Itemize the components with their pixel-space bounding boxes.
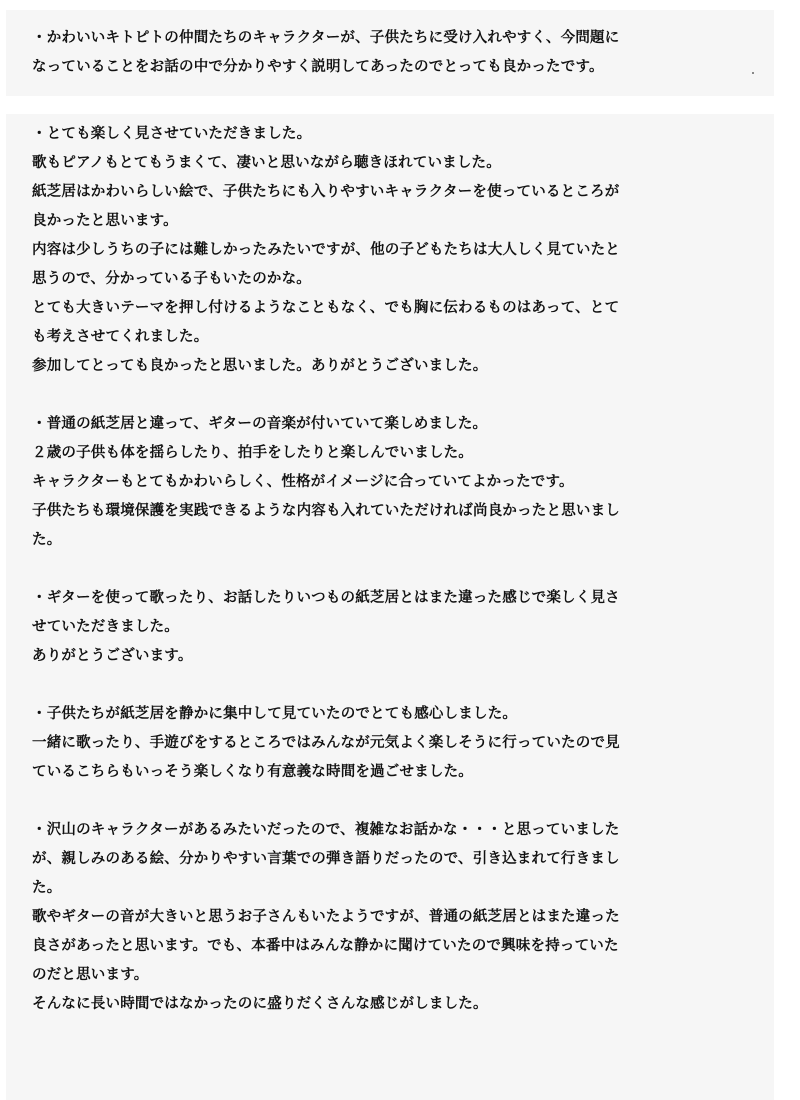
comment-line: そんなに長い時間ではなかったのに盛りだくさんな感じがしました。 — [32, 996, 488, 1012]
comment-panel-main — [6, 114, 774, 1100]
comment-line: が、親しみのある絵、分かりやすい言葉での弾き語りだったので、引き込まれて行きまし — [32, 851, 620, 867]
comment-line: 参加してとっても良かったと思いました。ありがとうございました。 — [32, 358, 488, 374]
comment-line: せていただきました。 — [32, 619, 179, 635]
comment-line: 思うので、分かっている子もいたのかな。 — [32, 271, 312, 287]
comment-line: ・とても楽しく見させていただきました。 — [32, 126, 312, 142]
comment-line: 良かったと思います。 — [32, 213, 178, 229]
comment-line: ありがとうございます。 — [32, 648, 193, 664]
comment-line: 内容は少しうちの子には難しかったみたいですが、他の子どもたちは大人しく見ていたと — [32, 242, 620, 258]
paragraph-gap — [32, 555, 774, 584]
comment-line: 子供たちも環境保護を実践できるような内容も入れていただければ尚良かったと思いまし — [32, 503, 620, 519]
comment-line: ているこちらもいっそう楽しくなり有意義な時間を過ごせました。 — [32, 764, 473, 780]
comment-line: 紙芝居はかわいらしい絵で、子供たちにも入りやすいキャラクターを使っているところが — [32, 184, 620, 200]
comment-line: 良さがあったと思います。でも、本番中はみんな静かに聞けていたので興味を持っていた — [32, 938, 619, 954]
paragraph-gap — [32, 671, 774, 700]
scan-speck — [752, 72, 754, 74]
comment-line: のだと思います。 — [32, 967, 149, 983]
paragraph-gap — [32, 381, 774, 410]
comment-line: なっていることをお話の中で分かりやすく説明してあったのでとっても良かったです。 — [32, 59, 604, 75]
comment-line: キャラクターもとてもかわいらしく、性格がイメージに合っていてよかったです。 — [32, 474, 574, 490]
comment-line: ・かわいいキトピトの仲間たちのキャラクターが、子供たちに受け入れやすく、今問題に — [32, 30, 620, 46]
comment-block — [32, 120, 774, 381]
comment-line: ・沢山のキャラクターがあるみたいだったので、複雑なお話かな・・・と思っていました — [32, 822, 620, 838]
paragraph-gap — [32, 787, 774, 816]
comment-line: ・ギターを使って歌ったり、お話したりいつもの紙芝居とはまた違った感じで楽しく見さ — [32, 590, 620, 606]
comment-line: ２歳の子供も体を揺らしたり、拍手をしたりと楽しんでいました。 — [32, 445, 473, 461]
comment-line: た。 — [32, 532, 62, 548]
comment-line: とても大きいテーマを押し付けるようなこともなく、でも胸に伝わるものはあって、とて — [32, 300, 620, 316]
comment-line: ・子供たちが紙芝居を静かに集中して見ていたのでとても感心しました。 — [32, 706, 518, 722]
comment-line: ・普通の紙芝居と違って、ギターの音楽が付いていて楽しめました。 — [32, 416, 488, 432]
comment-block — [32, 584, 774, 671]
comment-line: 歌やギターの音が大きいと思うお子さんもいたようですが、普通の紙芝居とはまた違った — [32, 909, 620, 925]
comment-line: 歌もピアノもとてもうまくて、凄いと思いながら聴きほれていました。 — [32, 155, 501, 171]
comment-block — [32, 410, 774, 555]
comment-block — [32, 816, 774, 1019]
comment-line: も考えさせてくれました。 — [32, 329, 209, 345]
comment-line: 一緒に歌ったり、手遊びをするところではみんなが元気よく楽しそうに行っていたので見 — [32, 735, 620, 751]
comment-block — [32, 700, 774, 787]
comment-line: た。 — [32, 880, 62, 896]
comment-panel-first — [6, 10, 774, 96]
